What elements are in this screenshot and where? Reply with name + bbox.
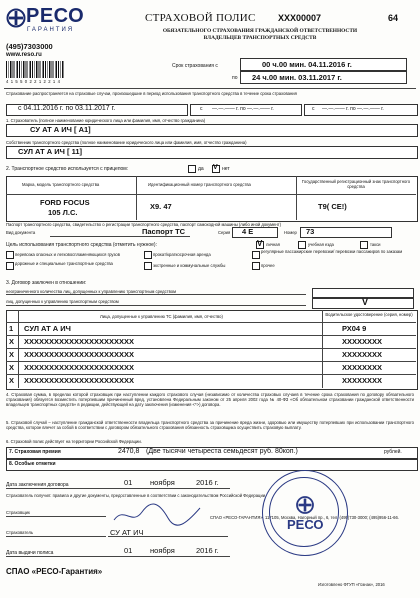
terms-p4: 4. Страховая сумма, в пределах которой страховщик при наступлении каждого страхового случая (независимо от количества страховых случаев в течение срока страхования по договору обязательного страхования) обязуется возместить потерпевшим причиненный вред, установлена Федеральным законом от 25 апреля 2002 года № 40-ФЗ «Об обязательном страховании гражданской ответственности владельцев транспортных средств» в редакции, действующей на дату заключения (изменения <*>) договора. — [6, 392, 414, 407]
received-text: Страхователь получил: правила и другие документы, предоставленные в соответствии с законодательством Российской Федерации — [6, 493, 266, 498]
period-1: с 04.11.2016 г. по 03.11.2017 г. — [18, 105, 116, 112]
vehicle-doc-series-label: Серия — [218, 230, 231, 235]
trailer-yes-label: да — [198, 166, 204, 172]
premium-unit: рублей. — [384, 449, 402, 455]
driver-row-license: РХ04 9 — [342, 324, 367, 333]
vehicle-doc-number: 73 — [306, 227, 315, 236]
issue-month: ноября — [150, 546, 175, 555]
purpose-dangerous-checkbox[interactable] — [6, 251, 14, 259]
purpose-item-road: дорожные и специальные транспортные средства — [15, 261, 113, 266]
logo-subtitle: ГАРАНТИЯ — [27, 27, 75, 33]
phone-number: (495)7303000 — [6, 42, 53, 51]
purpose-learning-checkbox[interactable] — [298, 241, 306, 249]
driver-row-number: Х — [9, 350, 15, 359]
contract-month: ноября — [150, 478, 175, 487]
purpose-item-emergency: экстренные и коммунальные службы — [153, 263, 226, 268]
drivers-col-license: Водительское удостоверение (серия, номер) — [325, 312, 413, 317]
purpose-item-dangerous: перевозка опасных и легковоспламеняющихся грузов — [15, 252, 120, 257]
trailer-no-mark: V — [213, 164, 218, 171]
holder-sign-value: СУ АТ ИЧ — [110, 528, 144, 537]
holder-sign-label: Страхователь — [6, 530, 34, 535]
insurer-sign-label: Страховщик — [6, 510, 30, 515]
purpose-road-checkbox[interactable] — [6, 262, 14, 270]
print-note: Изготовлено ФГУП «Гознак», 2016 — [318, 582, 385, 587]
purpose-passenger-checkbox[interactable] — [252, 251, 260, 259]
term-label: Срок страхования с — [172, 63, 218, 69]
insurer-sign-value: СПАО «РЕСО-ГАРАНТИЯ», 117105, Москва, Нагорный пр., 6, тел. (495)730-3000; (495)956-11-66. — [210, 515, 399, 520]
website: www.reso.ru — [6, 52, 42, 58]
contract-year: 2016 г. — [196, 478, 219, 487]
drivers-opt1: неограниченного количества лиц, допущенных к управлению транспортным средством — [6, 289, 177, 294]
owner-label: Собственник транспортного средства (полное наименование юридического лица или фамилия, имя, отчество гражданина) — [6, 140, 247, 145]
signature-scribble — [112, 500, 202, 528]
vehicle-power: 105 Л.С. — [48, 208, 78, 217]
driver-row-license: ХХХХХХХХ — [342, 350, 383, 359]
period-2-prefix: с — [200, 106, 203, 112]
footer-company: СПАО «РЕСО-Гарантия» — [6, 567, 103, 576]
drivers-label: 3. Договор заключен в отношении: — [6, 280, 87, 286]
insurer-label: 1. Страхователь (полное наименование юридического лица или фамилия, имя, отчество гражданина) — [6, 118, 206, 123]
trailer-label: 2. Транспортное средство используется с прицепом: — [6, 166, 129, 172]
period-3-prefix: с — [312, 106, 315, 112]
purpose-label: Цель использования транспортного средства (отметить нужное): — [6, 242, 157, 248]
special-box — [6, 459, 418, 471]
special-label: 8. Особые отметки — [9, 461, 56, 467]
driver-row-divider — [6, 335, 416, 336]
driver-row-name: ХХХХХХХХХХХХХХХХХХХХХХ — [24, 350, 135, 359]
purpose-personal-mark: V — [257, 239, 263, 248]
driver-row-divider — [6, 361, 416, 362]
purpose-item-rent: прокат/краткосрочная аренда — [153, 252, 211, 257]
company-stamp — [262, 470, 348, 556]
purpose-item-learning: учебная езда — [308, 242, 334, 247]
driver-row-divider — [6, 374, 416, 375]
policy-series: ХХХ00007 — [278, 13, 322, 23]
owner-value: СУЛ АТ А ИЧ [ 11] — [18, 147, 83, 156]
terms-p6: 6. Страховой полис действует на территории Российской Федерации. — [6, 439, 142, 444]
purpose-item-taxi: такси — [370, 242, 381, 247]
purpose-other-checkbox[interactable] — [252, 262, 260, 270]
purpose-emergency-checkbox[interactable] — [144, 262, 152, 270]
driver-row-name: ХХХХХХХХХХХХХХХХХХХХХХ — [24, 337, 135, 346]
term-from: 00 ч.00 мин. 04.11.2016 г. — [262, 60, 352, 69]
policy-number: 64 — [388, 13, 399, 23]
driver-row-number: Х — [9, 376, 15, 385]
vehicle-col-plate: Государственный регистрационный знак транспортного средства — [301, 179, 411, 189]
issue-date-label: Дата выдачи полиса — [6, 550, 54, 556]
period-3-dashes: —.—.—— г. по —.—.—— г. — [322, 106, 384, 112]
vehicle-vin: Х9. 47 — [150, 202, 172, 211]
purpose-item-passenger: регулярные пассажирские перевозки/ перевозки пассажиров по заказам — [261, 249, 403, 254]
reso-logo — [4, 5, 85, 40]
driver-row-license: ХХХХХХХХ — [342, 363, 383, 372]
driver-row-number: 1 — [9, 324, 14, 333]
terms-p5: 5. Страховой случай – наступление гражданской ответственности владельца транспортного средства за причинение вреда жизни, здоровью или имуществу потерпевших при использовании транспортного средства, которое влечет за собой в соответствии с договором обязательного страхования обязанность страховщика осуществить страховую выплату. — [6, 420, 414, 430]
purpose-item-other: прочее — [261, 263, 275, 268]
contract-day: 01 — [124, 478, 133, 487]
vehicle-doc-series-box — [232, 227, 278, 238]
period-2-dashes: —.—.—— г. по —.—.—— г. — [212, 106, 274, 112]
stamp-text: РЕСО — [287, 517, 324, 532]
drivers-opt2-mark: V — [362, 297, 369, 307]
drivers-opt2: лиц, допущенных к управлению транспортным средством — [6, 299, 119, 304]
driver-row-number: Х — [9, 337, 15, 346]
term-to-label: по — [232, 75, 238, 81]
purpose-rent-checkbox[interactable] — [144, 251, 152, 259]
logo-word: РЕСО — [26, 5, 85, 27]
period-intro: Страхование распространяется на страховые случаи, произошедшие в период использования транспортного средства в течение срока страхования — [6, 91, 297, 96]
policy-title: СТРАХОВОЙ ПОЛИС — [145, 12, 256, 24]
driver-row-divider — [6, 348, 416, 349]
term-to: 24 ч.00 мин. 03.11.2017 г. — [252, 73, 342, 82]
vehicle-plate: Т9( СЕ!) — [318, 202, 347, 211]
purpose-taxi-checkbox[interactable] — [360, 241, 368, 249]
driver-row-name: ХХХХХХХХХХХХХХХХХХХХХХ — [24, 376, 135, 385]
trailer-no-label: нет — [222, 166, 230, 172]
drivers-col-name: Лица, допущенные к управлению ТС (фамилия, имя, отчество) — [100, 314, 223, 319]
driver-row-number: Х — [9, 363, 15, 372]
driver-row-license: ХХХХХХХХ — [342, 337, 383, 346]
premium-words: (Две тысячи четыреста семьдесят руб. 80коп.) — [146, 448, 298, 455]
vehicle-doc-number-label: Номер — [284, 230, 297, 235]
vehicle-col-model: Марка, модель транспортного средства — [22, 182, 100, 187]
trailer-yes-checkbox[interactable] — [188, 165, 196, 173]
vehicle-model: FORD FOCUS — [40, 198, 90, 207]
barcode — [6, 61, 64, 78]
stamp-emblem-icon — [295, 495, 315, 515]
driver-row-license: ХХХХХХХХ — [342, 376, 383, 385]
barcode-number: 4 1 5 5 0 2 2 1 2 2 1 4 — [6, 79, 61, 84]
reso-emblem-icon — [6, 8, 26, 28]
premium-value: 2470,8 — [118, 448, 140, 455]
policy-subtitle-2: ВЛАДЕЛЬЦЕВ ТРАНСПОРТНЫХ СРЕДСТВ — [203, 35, 317, 41]
premium-label: 7. Страховая премия — [9, 449, 61, 455]
vehicle-col-vin: Идентификационный номер транспортного средства — [148, 182, 251, 187]
driver-row-name: СУЛ АТ А ИЧ — [24, 324, 71, 333]
issue-year: 2016 г. — [196, 546, 219, 555]
purpose-item-personal: личная — [266, 242, 280, 247]
vehicle-doc-type-label: Вид документа — [6, 230, 36, 235]
insurer-value: СУ АТ А ИЧ [ А1] — [30, 125, 91, 134]
vehicle-doc-type: Паспорт ТС — [142, 227, 186, 236]
contract-date-label: Дата заключения договора — [6, 482, 69, 488]
driver-row-name: ХХХХХХХХХХХХХХХХХХХХХХ — [24, 363, 135, 372]
vehicle-doc-label: Паспорт транспортного средства, свидетельство о регистрации транспортного средства, паспорт самоходной машины (либо иной документ) — [6, 222, 281, 227]
vehicle-doc-series: 4 Е — [242, 227, 254, 236]
policy-subtitle-1: ОБЯЗАТЕЛЬНОГО СТРАХОВАНИЯ ГРАЖДАНСКОЙ ОТВЕТСТВЕННОСТИ — [162, 28, 358, 34]
issue-day: 01 — [124, 546, 133, 555]
